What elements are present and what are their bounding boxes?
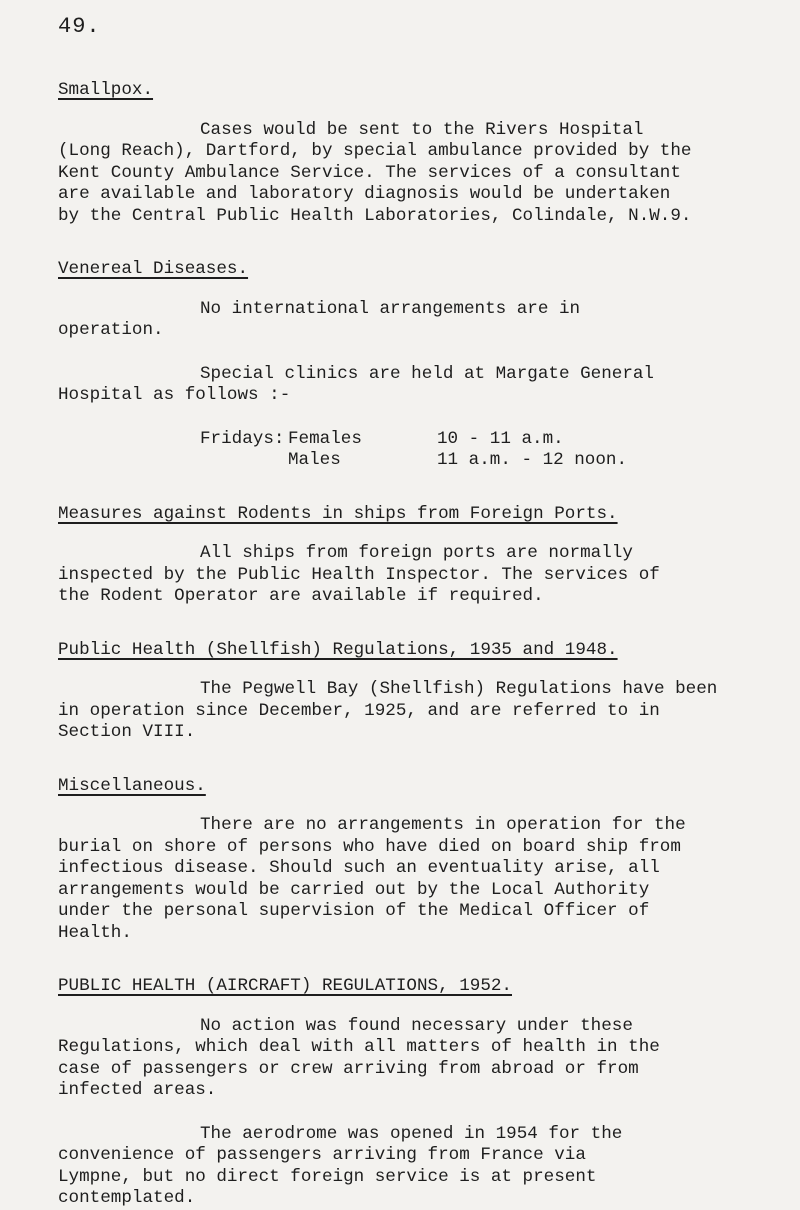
heading-miscellaneous: Miscellaneous. xyxy=(58,775,206,796)
heading-venereal-diseases: Venereal Diseases. xyxy=(58,259,249,279)
paragraph-smallpox: Cases would be sent to the Rivers Hospital (Long Reach), Dartford, by special ambulance provided by the Kent County Ambulance Service. The services of a consultant are available and laboratory diagnosis would be undertaken by the Central Public Health Laboratories, Colindale, N.W.9. xyxy=(58,119,692,226)
heading-shellfish: Public Health (Shellfish) Regulations, 1935 and 1948. xyxy=(58,639,618,660)
section-miscellaneous xyxy=(58,776,758,945)
paragraph-shellfish: The Pegwell Bay (Shellfish) Regulations have been in operation since December, 1925, and are referred to in Section VIII. xyxy=(58,679,718,742)
schedule-day: Fridays: xyxy=(200,428,285,449)
document-body xyxy=(58,80,758,1210)
paragraph-aircraft-action: No action was found necessary under these Regulations, which deal with all matters of health in the case of passengers or crew arriving from abroad or from infected areas. xyxy=(58,1015,660,1100)
page-number: 49. xyxy=(58,14,101,39)
section-venereal-diseases xyxy=(58,259,758,472)
schedule-group-males: Males xyxy=(288,450,341,470)
schedule-day-blank xyxy=(200,450,288,472)
schedule-group-females: Females xyxy=(288,428,362,449)
section-smallpox xyxy=(58,80,758,227)
heading-rodents: Measures against Rodents in ships from Foreign Ports. xyxy=(58,503,618,524)
schedule-time-males: 11 a.m. - 12 noon. xyxy=(437,450,628,470)
clinic-schedule xyxy=(200,429,758,472)
paragraph-aerodrome: The aerodrome was opened in 1954 for the convenience of passengers arriving from France via Lympne, but no direct foreign service is at present contemplated. xyxy=(58,1123,623,1208)
paragraph-miscellaneous: There are no arrangements in operation for the burial on shore of persons who have died on board ship from infectious disease. Should such an eventuality arise, all arrangements would be carried out by the Local Authority under the personal supervision of the Medical Officer of Health. xyxy=(58,815,686,943)
heading-smallpox: Smallpox. xyxy=(58,80,154,100)
paragraph-rodents: All ships from foreign ports are normally inspected by the Public Health Inspector. The services of the Rodent Operator are available if required. xyxy=(58,543,660,606)
section-aircraft-regulations xyxy=(58,976,758,1210)
schedule-time-females: 10 - 11 a.m. xyxy=(437,428,564,449)
paragraph-special-clinics: Special clinics are held at Margate General Hospital as follows :- xyxy=(58,363,654,405)
heading-aircraft-regulations: PUBLIC HEALTH (AIRCRAFT) REGULATIONS, 1952. xyxy=(58,976,512,996)
section-shellfish xyxy=(58,640,758,744)
paragraph-international-arrangements: No international arrangements are in operation. xyxy=(58,298,581,340)
section-rodents xyxy=(58,504,758,608)
